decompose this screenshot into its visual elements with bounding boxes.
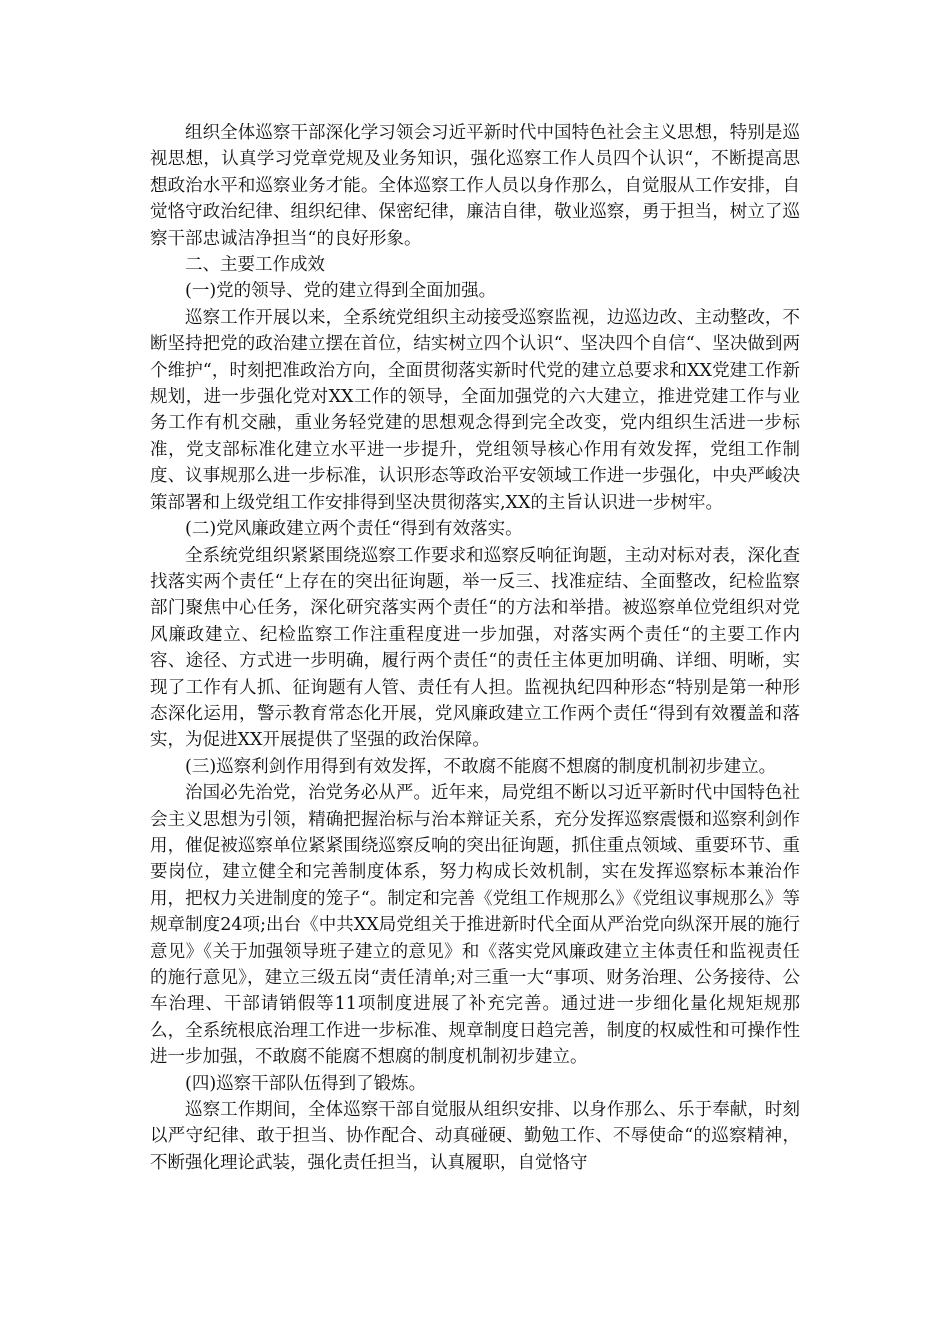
- subheading-party-leadership: (一)党的领导、党的建立得到全面加强。: [185, 281, 497, 302]
- subheading-two-responsibilities: (二)党风廉政建立两个责任“得到有效落实。: [185, 519, 523, 540]
- subheading-inspection-sword: (三)巡察利剑作用得到有效发挥，不敢腐不能腐不想腐的制度机制初步建立。: [185, 756, 777, 777]
- document-body: [150, 120, 800, 1176]
- paragraph-cadre-training: 组织全体巡察干部深化学习领会习近平新时代中国特色社会主义思想，特别是巡视思想，认真学习党章党规及业务知识，强化巡察工作人员四个认识“，不断提高思想政治水平和巡察业务才能。全体巡察工作人员以身作那么，自觉服从工作安排，自觉恪守政治纪律、组织纪律、保密纪律，廉洁自律，敬业巡察，勇于担当，树立了巡察干部忠诚洁净担当“的良好形象。: [150, 123, 800, 249]
- subheading-cadre-team: (四)巡察干部队伍得到了锻炼。: [185, 1073, 427, 1094]
- paragraph-party-leadership: 巡察工作开展以来，全系统党组织主动接受巡察监视，边巡边改、主动整改，不断坚持把党的政治建立摆在首位，结实树立四个认识“、坚决四个自信“、坚决做到两个维护“，时刻把准政治方向，全面贯彻落实新时代党的建立总要求和XX党建工作新规划，进一步强化党对XX工作的领导，全面加强党的六大建立，推进党建工作与业务工作有机交融，重业务轻党建的思想观念得到完全改变，党内组织生活进一步标准，党支部标准化建立水平进一步提升，党组领导核心作用有效发挥，党组工作制度、议事规那么进一步标准，认识形态等政治平安领域工作进一步强化，中央严峻决策部署和上级党组工作安排得到坚决贯彻落实,XX的主旨认识进一步树牢。: [150, 307, 800, 513]
- paragraph-cadre-team: 巡察工作期间，全体巡察干部自觉服从组织安排、以身作那么、乐于奉献，时刻以严守纪律、敢于担当、协作配合、动真碰硬、勤勉工作、不辱使命“的巡察精神，不断强化理论武装，强化责任担当，认真履职，自觉恪守: [150, 1100, 800, 1173]
- section-heading-main-results: 二、主要工作成效: [185, 255, 325, 276]
- paragraph-two-responsibilities: 全系统党组织紧紧围绕巡察工作要求和巡察反响征询题，主动对标对表，深化查找落实两个责任“上存在的突出征询题，举一反三、找准症结、全面整改，纪检监察部门聚焦中心任务，深化研究落实两个责任“的方法和举措。被巡察单位党组织对党风廉政建立、纪检监察工作注重程度进一步加强，对落实两个责任“的主要工作内容、途径、方式进一步明确，履行两个责任“的责任主体更加明确、详细、明晰，实现了工作有人抓、征询题有人管、责任有人担。监视执纪四种形态“特别是第一种形态深化运用，警示教育常态化开展，党风廉政建立工作两个责任“得到有效覆盖和落实，为促进XX开展提供了坚强的政治保障。: [150, 545, 800, 751]
- paragraph-inspection-sword: 治国必先治党，治党务必从严。近年来，局党组不断以习近平新时代中国特色社会主义思想为引领，精确把握治标与治本辩证关系，充分发挥巡察震慑和巡察利剑作用，催促被巡察单位紧紧围绕巡察反响的突出征询题，抓住重点领域、重要环节、重要岗位，建立健全和完善制度体系，努力构成长效机制，实在发挥巡察标本兼治作用，把权力关进制度的笼子“。制定和完善《党组工作规那么》《党组议事规那么》等规章制度24项;出台《中共XX局党组关于推进新时代全面从严治党向纵深开展的施行意见》《关于加强领导班子建立的意见》和《落实党风廉政建立主体责任和监视责任的施行意见》，建立三级五岗“责任清单;对三重一大“事项、财务治理、公务接待、公车治理、干部请销假等11项制度进展了补充完善。通过进一步细化量化规矩规那么，全系统根底治理工作进一步标准、规章制度日趋完善，制度的权威性和可操作性进一步加强，不敢腐不能腐不想腐的制度机制初步建立。: [150, 783, 800, 1068]
